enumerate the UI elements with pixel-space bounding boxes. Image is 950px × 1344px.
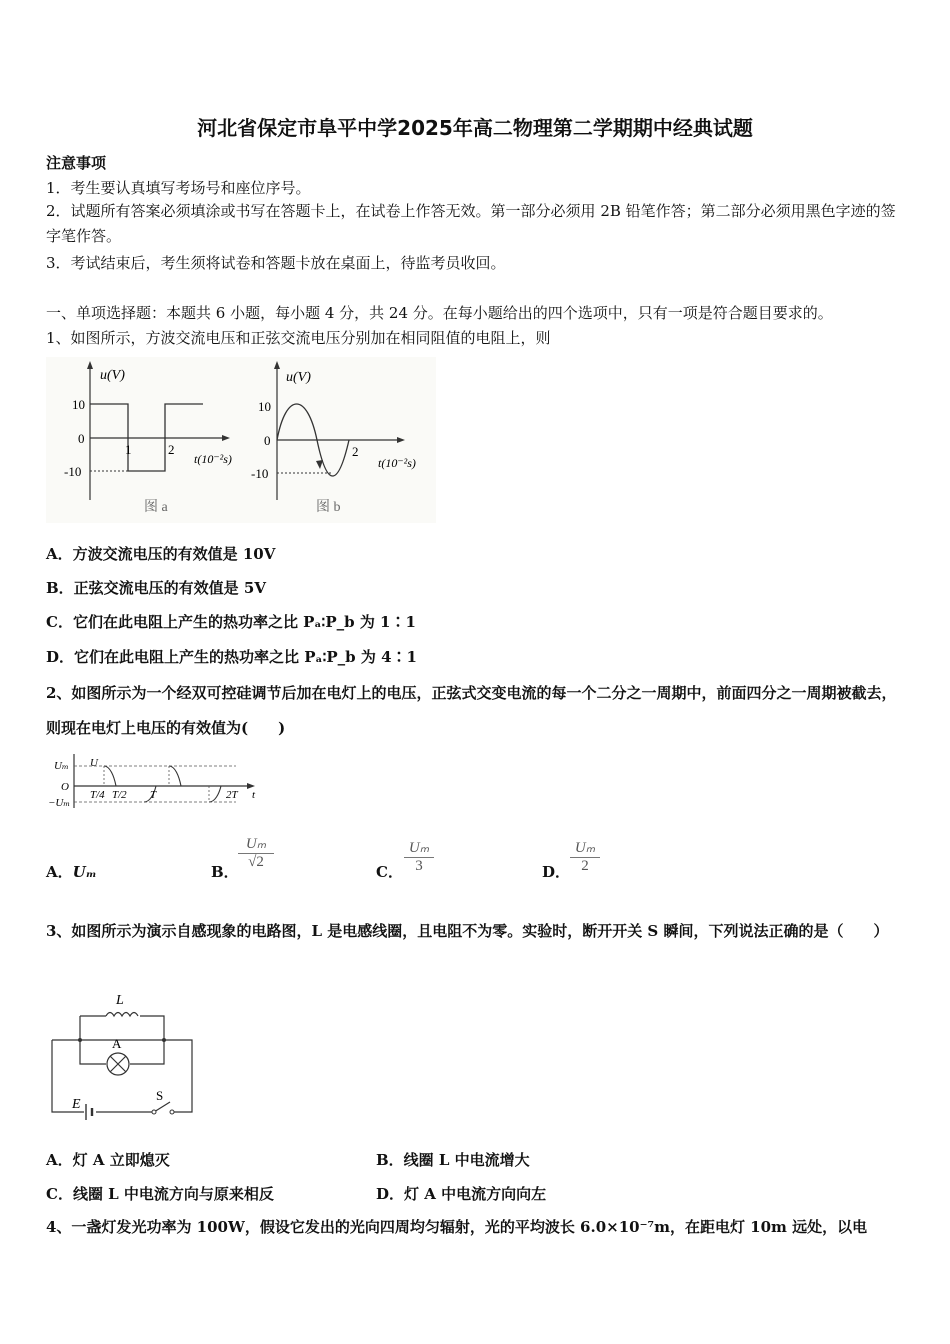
question-3-option-d[interactable]: D．灯 A 中电流方向向左 [376, 1185, 547, 1203]
question-1-option-d[interactable]: D．它们在此电阻上产生的热功率之比 Pₐ∶P_b 为 4∶1 [46, 648, 417, 666]
tick-b-t2: 2 [352, 444, 359, 459]
q2-label-um: Uₘ [54, 760, 69, 772]
question-3-circuit [46, 988, 206, 1120]
question-2-figure [46, 752, 266, 812]
tick-a-top: 10 [72, 397, 85, 412]
question-2-option-b[interactable]: B． [211, 863, 239, 881]
label-e: E [72, 1097, 81, 1112]
question-1-stem: 1、如图所示，方波交流电压和正弦交流电压分别加在相同阻值的电阻上，则 [46, 329, 551, 347]
caption-a: 图 a [144, 500, 168, 515]
question-1-figure [46, 357, 436, 523]
tick-a-zero: 0 [78, 431, 85, 446]
question-1-option-b[interactable]: B．正弦交流电压的有效值是 5V [46, 579, 266, 597]
notice-item: 1．考生要认真填写考场号和座位序号。 [46, 179, 311, 197]
notice-item: 3．考试结束后，考生须将试卷和答题卡放在桌面上，待监考员收回。 [46, 254, 506, 272]
question-3-option-c[interactable]: C．线圈 L 中电流方向与原来相反 [46, 1185, 274, 1203]
option-c-numerator: Uₘ [404, 838, 434, 858]
caption-b: 图 b [316, 500, 341, 515]
tick-a-t2: 2 [168, 442, 175, 457]
q2-label-o: O [61, 781, 69, 793]
notice-item: 2．试题所有答案必须填涂或书写在答题卡上，在试卷上作答无效。第一部分必须用 2B 铅笔作答；第二部分必须用黑色字迹的签字笔作答。 [46, 202, 896, 245]
inductor-icon [106, 1013, 138, 1017]
question-3-option-b[interactable]: B．线圈 L 中电流增大 [376, 1151, 530, 1169]
tick-a-bottom: -10 [64, 464, 82, 479]
question-2-stem: 2、如图所示为一个经双可控硅调节后加在电灯上的电压，正弦式交变电流的每一个二分之一周期中，前面四分之一周期被截去，则现在电灯上电压的有效值为( ) [46, 684, 897, 737]
question-2-option-a[interactable] [46, 861, 97, 882]
label-l: L [116, 993, 124, 1008]
option-a-letter: A． [46, 863, 73, 881]
tick-b-zero: 0 [264, 433, 271, 448]
option-c-fraction [404, 838, 434, 875]
label-a: A [112, 1036, 122, 1051]
tick-a-t1: 1 [125, 442, 132, 457]
q2-tick-t: T [150, 789, 157, 801]
xlabel-a: t(10⁻²s) [194, 452, 232, 466]
section-heading: 一、单项选择题：本题共 6 小题，每小题 4 分，共 24 分。在每小题给出的四个选项中，只有一项是符合题目要求的。 [46, 304, 833, 322]
ylabel-b: u(V) [286, 370, 311, 385]
option-b-numerator: Uₘ [238, 834, 274, 854]
option-b-denominator: √2 [248, 854, 264, 870]
question-3-option-a[interactable]: A．灯 A 立即熄灭 [46, 1151, 170, 1169]
q2-tick-t2: T/2 [112, 789, 127, 801]
q2-label-u: U [90, 757, 98, 769]
option-b-fraction [238, 834, 274, 871]
xlabel-b: t(10⁻²s) [378, 456, 416, 470]
tick-b-bottom: -10 [251, 466, 269, 481]
option-a-value: Uₘ [72, 863, 97, 881]
question-2-option-c[interactable]: C． [376, 863, 403, 881]
option-d-fraction [570, 838, 600, 875]
q2-label-neg-um: −Uₘ [48, 797, 71, 809]
notice-heading: 注意事项 [46, 154, 107, 172]
question-1-option-a[interactable]: A．方波交流电压的有效值是 10V [46, 545, 276, 563]
tick-b-top: 10 [258, 399, 271, 414]
switch-icon [154, 1102, 170, 1112]
question-3-stem: 3、如图所示为演示自感现象的电路图，L 是电感线圈，且电阻不为零。实验时，断开开关 S 瞬间，下列说法正确的是（ ） [46, 922, 889, 940]
question-4-stem: 4、一盏灯发光功率为 100W，假设它发出的光向四周均匀辐射，光的平均波长 6.0×10⁻⁷m，在距电灯 10m 远处，以电 [46, 1218, 868, 1236]
ylabel-a: u(V) [100, 368, 125, 383]
q2-tick-t4: T/4 [90, 789, 105, 801]
label-s: S [156, 1088, 164, 1103]
q2-axis-t: t [252, 789, 256, 801]
option-c-denominator: 3 [415, 858, 423, 874]
option-d-denominator: 2 [581, 858, 589, 874]
question-2-option-d[interactable]: D． [542, 863, 571, 881]
question-1-option-c[interactable]: C．它们在此电阻上产生的热功率之比 Pₐ∶P_b 为 1∶1 [46, 613, 416, 631]
page-title: 河北省保定市阜平中学2025年高二物理第二学期期中经典试题 [197, 116, 753, 140]
q2-tick-2t: 2T [226, 789, 238, 801]
option-d-numerator: Uₘ [570, 838, 600, 858]
